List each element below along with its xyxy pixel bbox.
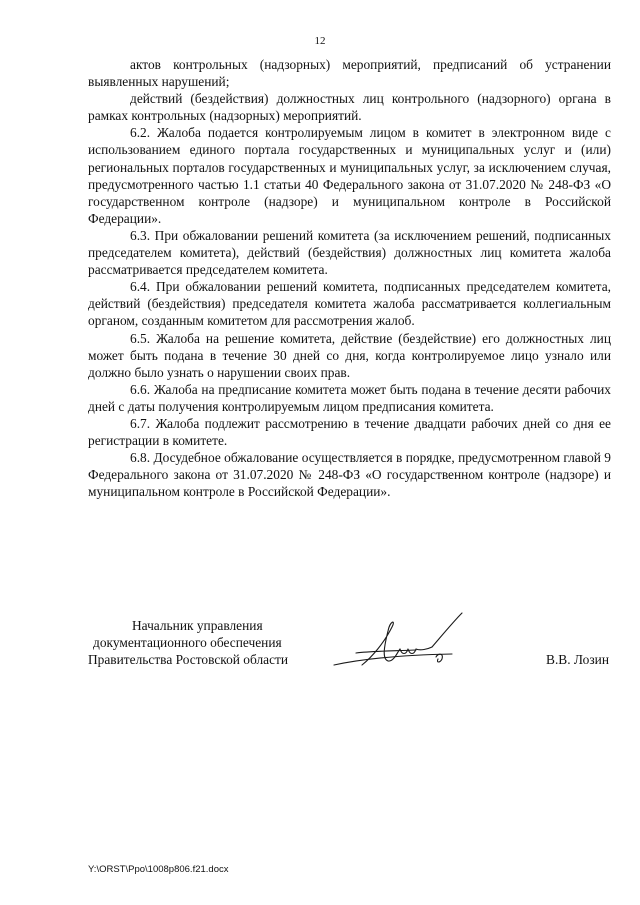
paragraph: 6.7. Жалоба подлежит рассмотрению в течение двадцати рабочих дней со дня ее регистрации в комитете. [88,415,611,449]
signature-block [88,617,611,687]
paragraph: 6.6. Жалоба на предписание комитета может быть подана в течение десяти рабочих дней с даты получения контролируемым лицом предписания комитета. [88,381,611,414]
signatory-title [88,617,348,668]
paragraph: 6.3. При обжаловании решений комитета (за исключением решений, подписанных председателем комитета), действий (бездействия) должностных лиц комитета жалоба рассматривается председателем комитета. [88,227,611,278]
file-path-footer: Y:\ORST\Ppo\1008p806.f21.docx [88,864,229,875]
handwritten-signature [332,607,472,687]
signatory-title-line: Правительства Ростовской области [88,652,289,668]
paragraph: 6.4. При обжаловании решений комитета, подписанных председателем комитета, действий (бездействия) председателя комитета жалоба рассматривается коллегиальным органом, созданным комитетом для рассмотрения жалоб. [88,279,611,329]
document-body [88,56,611,500]
signatory-title-line: документационного обеспечения [93,635,282,651]
signatory-title-line: Начальник управления [132,618,263,633]
signatory-name: В.В. Лозин [546,652,609,667]
paragraph: 6.2. Жалоба подается контролируемым лицом в комитет в электронном виде с использованием единого портала государственных и муниципальных услуг и (или) региональных порталов государственных и муниципальных услуг, за исключением случая, предусмотренного частью 1.1 статьи 40 Федерального закона от 31.07.2020 № 248-ФЗ «О государственном контроле (надзоре) и муниципальном контроле в Российской Федерации». [88,125,611,226]
paragraph: действий (бездействия) должностных лиц контрольного (надзорного) органа в рамках контрольных (надзорных) мероприятий. [88,91,611,124]
paragraph: 6.8. Досудебное обжалование осуществляется в порядке, предусмотренном главой 9 Федерального закона от 31.07.2020 № 248-ФЗ «О государственном контроле (надзоре) и муниципальном контроле в Российской Федерации». [88,450,611,500]
paragraph: актов контрольных (надзорных) мероприятий, предписаний об устранении выявленных нарушений; [88,57,611,90]
paragraph: 6.5. Жалоба на решение комитета, действие (бездействие) его должностных лиц может быть подана в течение 30 дней со дня, когда контролируемое лицо узнало или должно было узнать о нарушении своих прав. [88,330,611,380]
page-number: 12 [314,35,326,47]
